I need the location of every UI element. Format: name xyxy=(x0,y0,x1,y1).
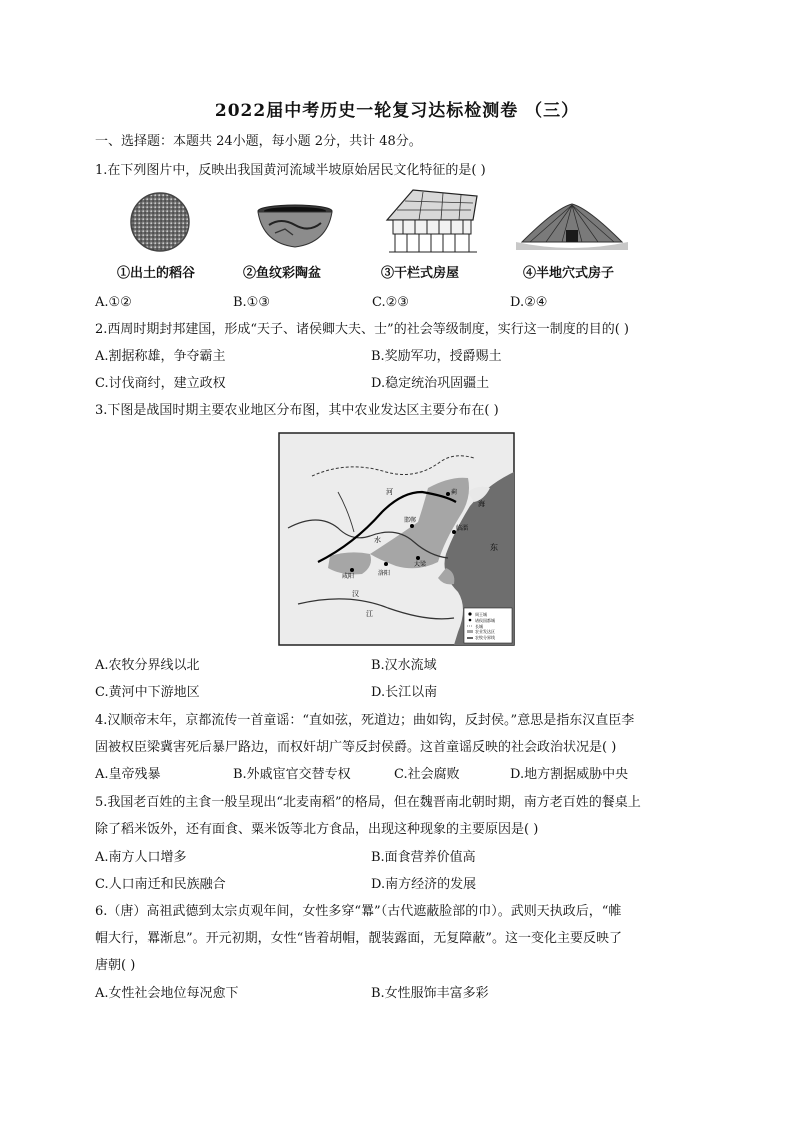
question-3-stem: 3.下图是战国时期主要农业地区分布图，其中农业发达区主要分布在( ) xyxy=(95,403,499,418)
legend-item-1: 周王城 xyxy=(475,612,487,617)
label-handan: 邯郸 xyxy=(404,517,417,524)
warring-states-agriculture-map xyxy=(278,432,515,646)
q4-option-b[interactable]: B.外戚宦官交替专权 xyxy=(233,767,351,782)
label-dong: 东 xyxy=(490,543,498,552)
exam-title: 2022届中考历史一轮复习达标检测卷 （三） xyxy=(214,101,580,121)
q5-option-d[interactable]: D.南方经济的发展 xyxy=(371,877,477,892)
legend-item-3: 长城 xyxy=(475,624,483,629)
label-he: 河 xyxy=(386,488,393,496)
q5-option-b[interactable]: B.面食营养价值高 xyxy=(371,850,476,865)
image-caption-3: ③干栏式房屋 xyxy=(381,266,460,281)
legend-item-5: 农牧分界线 xyxy=(475,635,495,640)
question-5-stem-line-2: 除了稻米饭外，还有面食、粟米饭等北方食品，出现这种现象的主要原因是( ) xyxy=(95,822,539,837)
label-jiang: 江 xyxy=(366,610,373,618)
question-5-stem-line-1: 5.我国老百姓的主食一般呈现出“北麦南稻”的格局，但在魏晋南北朝时期，南方老百姓的餐桌上 xyxy=(95,795,641,810)
label-linzi: 临淄 xyxy=(456,525,469,532)
legend-item-4: 农业发达区 xyxy=(475,629,495,634)
q3-option-c[interactable]: C.黄河中下游地区 xyxy=(95,685,200,700)
q1-option-a[interactable]: A.①② xyxy=(95,295,132,310)
image-caption-2: ②鱼纹彩陶盆 xyxy=(243,266,322,281)
label-daliang: 大梁 xyxy=(414,561,427,568)
image-caption-4: ④半地穴式房子 xyxy=(523,266,615,281)
question-4-stem-line-1: 4.汉顺帝末年，京都流传一首童谣：“直如弦，死道边；曲如钩，反封侯。”意思是指东汉直臣李 xyxy=(95,713,635,728)
q3-option-a[interactable]: A.农牧分界线以北 xyxy=(95,658,200,673)
q4-option-d[interactable]: D.地方割据威胁中央 xyxy=(510,767,629,782)
q2-option-d[interactable]: D.稳定统治巩固疆土 xyxy=(371,376,490,391)
q1-option-d[interactable]: D.②④ xyxy=(510,295,548,310)
label-shui: 水 xyxy=(374,536,381,544)
question-2-stem: 2.西周时期封邦建国，形成“天子、诸侯卿大夫、士”的社会等级制度，实行这一制度的目的( ) xyxy=(95,322,629,337)
label-han: 汉 xyxy=(352,590,359,598)
question-6-stem-line-1: 6.（唐）高祖武德到太宗贞观年间，女性多穿“羃”（古代遮蔽脸部的巾）。武则天执政后，“帷 xyxy=(95,904,622,919)
stilt-house-icon xyxy=(383,188,483,256)
q6-option-b[interactable]: B.女性服饰丰富多彩 xyxy=(371,986,489,1001)
q4-option-a[interactable]: A.皇帝残暴 xyxy=(95,767,161,782)
painted-pottery-basin-icon xyxy=(255,203,335,251)
q5-option-c[interactable]: C.人口南迁和民族融合 xyxy=(95,877,226,892)
question-6-stem-line-2: 帽大行，羃渐息”。开元初期，女性“皆着胡帽，靓装露面，无复障蔽”。这一变化主要反映了 xyxy=(95,931,622,946)
q4-option-c[interactable]: C.社会腐败 xyxy=(394,767,460,782)
label-luoyang: 洛阳 xyxy=(378,570,391,577)
question-6-stem-line-3: 唐朝( ) xyxy=(95,958,136,973)
q6-option-a[interactable]: A.女性社会地位每况愈下 xyxy=(95,986,239,1001)
legend-item-2: 诸侯国都城 xyxy=(475,618,495,623)
rice-grain-icon xyxy=(130,190,190,254)
q3-option-b[interactable]: B.汉水流域 xyxy=(371,658,437,673)
label-hai: 海 xyxy=(478,500,485,508)
question-4-stem-line-2: 固被权臣梁冀害死后暴尸路边，而权奸胡广等反封侯爵。这首童谣反映的社会政治状况是( ) xyxy=(95,740,617,755)
semi-subterranean-house-icon xyxy=(516,202,628,254)
q2-option-a[interactable]: A.割据称雄，争夺霸主 xyxy=(95,349,226,364)
section-header: 一、选择题：本题共 24小题，每小题 2分，共计 48分。 xyxy=(95,134,422,149)
map-legend xyxy=(464,608,512,643)
image-caption-1: ①出土的稻谷 xyxy=(117,266,196,281)
q5-option-a[interactable]: A.南方人口增多 xyxy=(95,850,187,865)
q2-option-b[interactable]: B.奖励军功，授爵赐土 xyxy=(371,349,502,364)
q1-option-c[interactable]: C.②③ xyxy=(372,295,409,310)
q2-option-c[interactable]: C.讨伐商纣，建立政权 xyxy=(95,376,226,391)
question-1-stem: 1.在下列图片中，反映出我国黄河流域半坡原始居民文化特征的是( ) xyxy=(95,163,486,178)
label-xianyang: 咸阳 xyxy=(342,573,355,580)
label-ji: 蓟 xyxy=(451,489,458,496)
q3-option-d[interactable]: D.长江以南 xyxy=(371,685,438,700)
q1-option-b[interactable]: B.①③ xyxy=(233,295,270,310)
